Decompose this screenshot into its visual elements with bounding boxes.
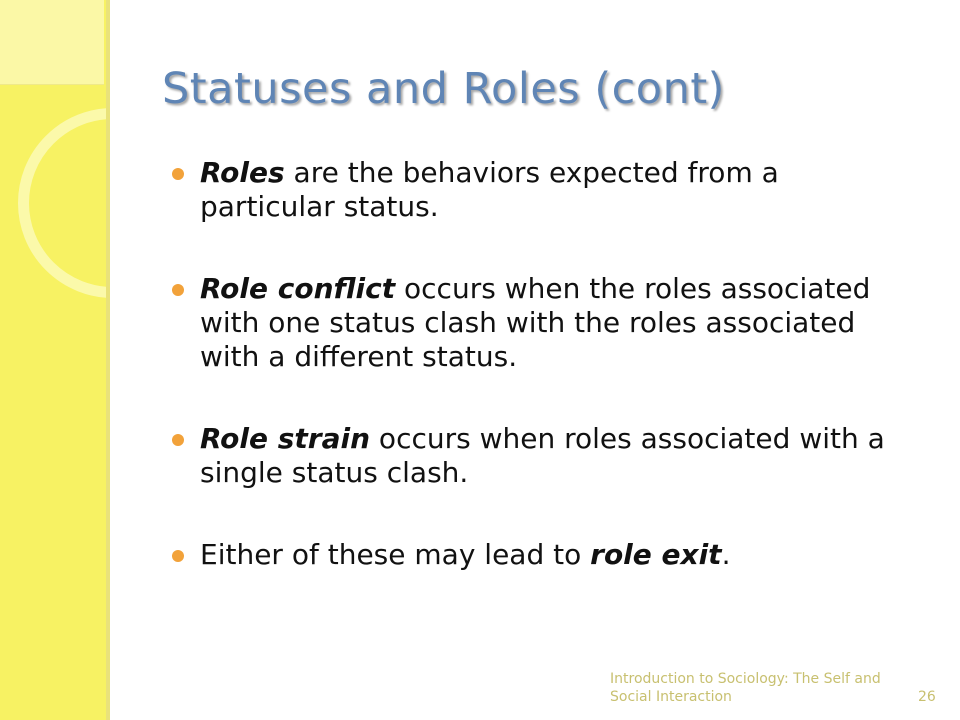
bullet-item-role-conflict (172, 272, 902, 374)
decorative-square (0, 0, 104, 85)
bullet-item-roles (172, 156, 902, 224)
bullet-text-end: . (721, 538, 731, 571)
bullet-dot-icon (172, 434, 184, 446)
slide-title: Statuses and Roles (cont) (162, 64, 725, 114)
bullet-list (172, 156, 902, 572)
footer-text: Introduction to Sociology: The Self and Social Interaction (610, 671, 881, 705)
bullet-text: are the behaviors expected from a particular status. (200, 156, 779, 223)
slide-number: 26 (918, 689, 936, 705)
bullet-term: Roles (200, 156, 285, 189)
bullet-text: Either of these may lead to (200, 538, 591, 571)
bullet-term: Role strain (200, 422, 371, 455)
bullet-dot-icon (172, 284, 184, 296)
bullet-term: Role conflict (200, 272, 396, 305)
bullet-item-role-exit (172, 538, 902, 572)
bullet-dot-icon (172, 550, 184, 562)
bullet-text: occurs when roles associated with a single status clash. (200, 422, 885, 489)
bullet-dot-icon (172, 168, 184, 180)
decorative-ring (18, 108, 106, 298)
bullet-item-role-strain (172, 422, 902, 490)
bullet-text: occurs when the roles associated with one status clash with the roles associated with a different status. (200, 272, 871, 373)
bullet-term: role exit (590, 538, 722, 571)
sidebar-decoration (0, 0, 106, 720)
sidebar-edge (106, 0, 110, 720)
